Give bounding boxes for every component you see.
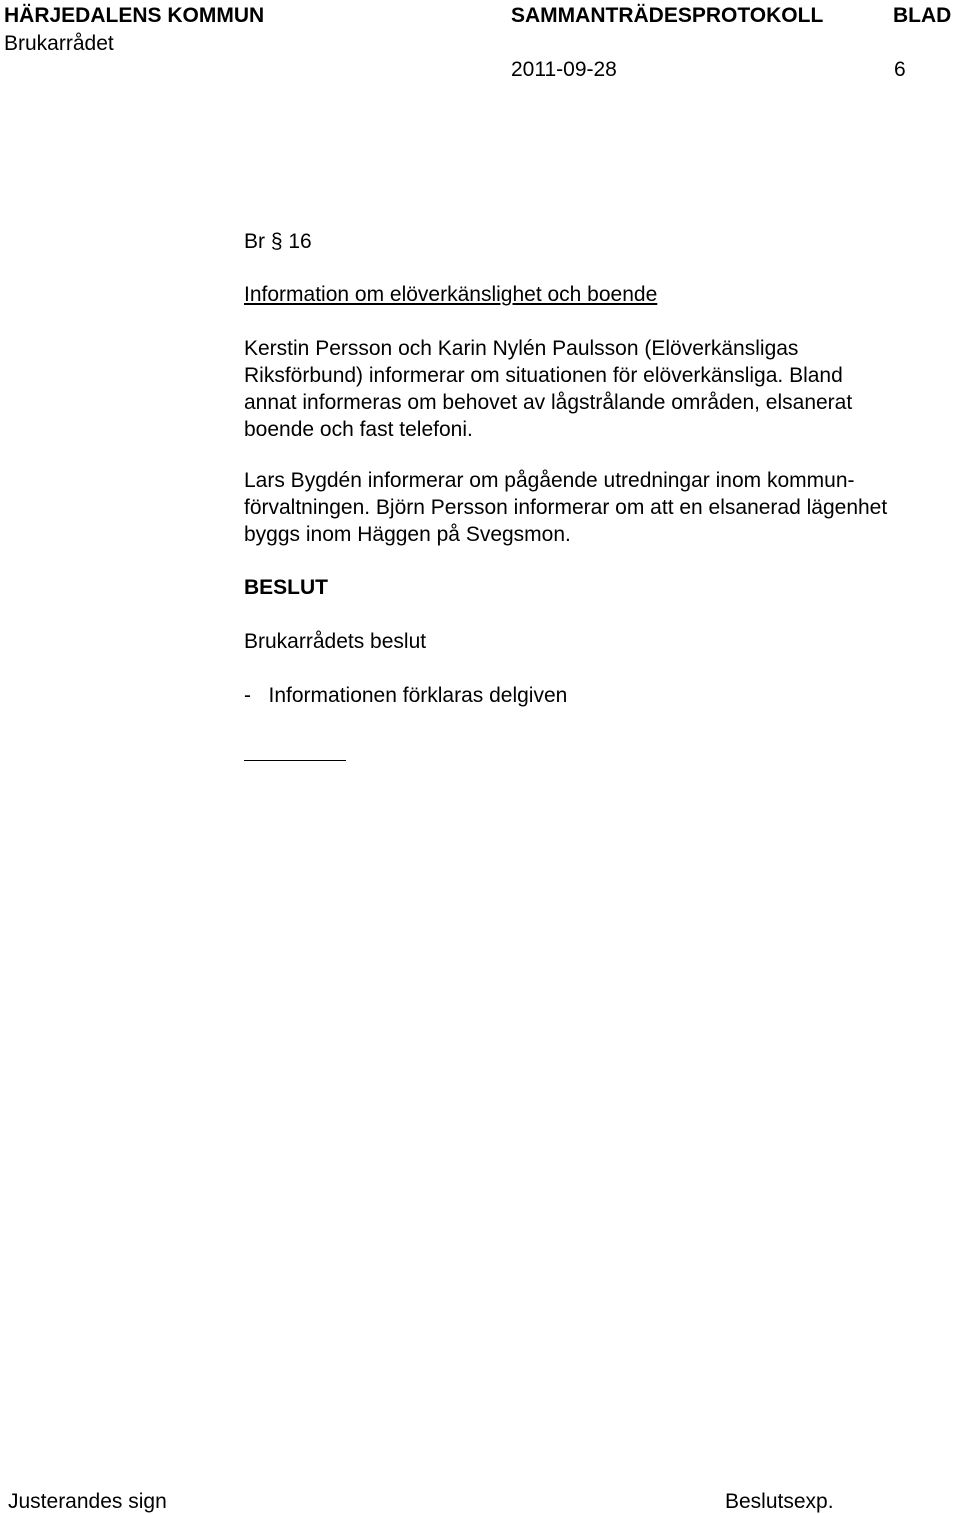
body-name: Brukarrådet [4,32,114,55]
paragraph-1-line: annat informeras om behovet av lågstrålande områden, elsanerat [244,391,853,414]
extract-label: Beslutsexp. [725,1490,834,1513]
paragraph-2-line: byggs inom Häggen på Svegsmon. [244,523,571,546]
decision-item: - Informationen förklaras delgiven [244,684,568,707]
section-title: Information om elöverkänslighet och boende [244,283,658,306]
blad-label: BLAD [893,4,952,27]
paragraph-1-line: Riksförbund) informerar om situationen för elöverkänsliga. Bland [244,364,843,387]
paragraph-2-line: Lars Bygdén informerar om pågående utredningar inom kommun- [244,469,855,492]
paragraph-1-line: Kerstin Persson och Karin Nylén Paulsson (Elöverkänsligas [244,337,799,360]
page-number: 6 [894,58,906,81]
signature-divider [244,760,346,761]
decision-intro: Brukarrådets beslut [244,630,427,653]
signature-label: Justerandes sign [8,1490,167,1513]
paragraph-2-line: förvaltningen. Björn Persson informerar om att en elsanerad lägenhet [244,496,888,519]
paragraph-number: Br § 16 [244,230,312,253]
municipality-name: HÄRJEDALENS KOMMUN [4,4,265,27]
decision-heading: BESLUT [244,576,328,599]
protocol-title: SAMMANTRÄDESPROTOKOLL [511,4,824,27]
paragraph-1-line: boende och fast telefoni. [244,418,473,441]
meeting-date: 2011-09-28 [511,58,617,81]
